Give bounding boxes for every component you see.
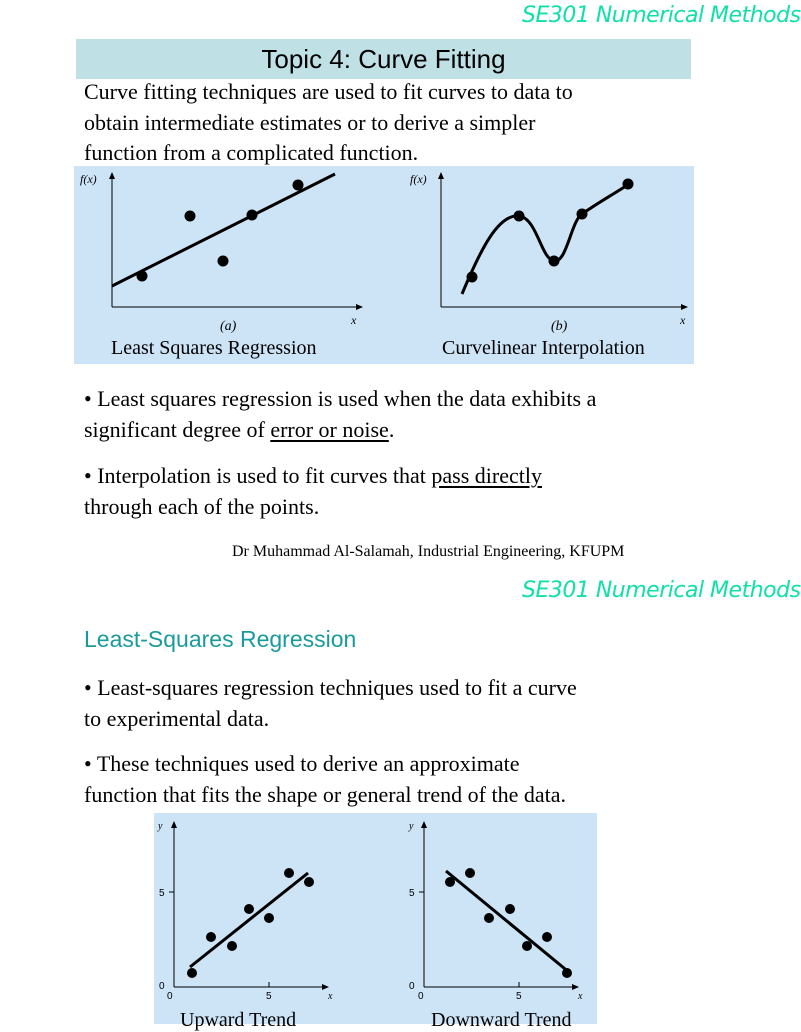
bullet-text: These techniques used to derive an approximate — [96, 751, 520, 776]
figure-down-y-arrow — [421, 821, 427, 828]
figure-b-caption: Curvelinear Interpolation — [442, 337, 645, 359]
figure-b-data-point — [549, 256, 560, 267]
intro-line-3: function from a complicated function. — [84, 140, 419, 165]
figure-a-data-point — [137, 271, 148, 282]
intro-line-1: Curve fitting techniques are used to fit curves to data to — [84, 79, 573, 104]
figure-down-data-point — [542, 932, 552, 942]
intro-paragraph — [84, 77, 573, 169]
figure-b-x-arrow — [681, 304, 688, 310]
figure-up-trend-line — [190, 873, 308, 967]
figure-up-caption: Upward Trend — [180, 1009, 297, 1031]
figure-b-y-arrow — [438, 172, 444, 179]
figure-down-tick-label: 0 — [409, 981, 415, 992]
figure-a-ylabel: f(x) — [80, 172, 97, 186]
figure-down-data-point — [505, 904, 515, 914]
bullet-marker: • — [84, 386, 92, 411]
figure-down-data-point — [465, 868, 475, 878]
figure-down-data-point — [484, 913, 494, 923]
figure-a — [80, 172, 363, 334]
course-label: SE301 Numerical Methods — [522, 578, 801, 603]
figure-b-data-point — [467, 272, 478, 283]
figure-up-x-arrow — [322, 984, 329, 990]
figure-down-tick-label: 5 — [409, 888, 415, 899]
figure-panel-curve-fitting — [74, 166, 694, 364]
bullet-text: through each of the points. — [84, 493, 320, 519]
bullet-approximate-function — [84, 749, 566, 810]
figure-up-data-point — [227, 941, 237, 951]
figure-curve-fitting-svg — [74, 166, 694, 364]
figure-down-data-point — [522, 941, 532, 951]
bullet-marker: • — [84, 751, 92, 776]
bullet-marker: • — [84, 463, 92, 488]
figure-up-y-arrow — [171, 821, 177, 828]
bullet-text: significant degree of — [84, 416, 271, 442]
figure-a-y-arrow — [109, 172, 115, 179]
figure-upward — [157, 821, 333, 1002]
figure-down-tick-label: 0 — [418, 991, 424, 1002]
bullet-text: function that fits the shape or general trend of the data. — [84, 781, 566, 807]
bullet-text: to experimental data. — [84, 705, 270, 731]
bullet-text: Least squares regression is used when the data exhibits a — [97, 386, 597, 411]
figure-up-data-point — [284, 868, 294, 878]
figure-down-data-point — [445, 877, 455, 887]
bullet-marker: • — [84, 675, 92, 700]
figure-b — [410, 172, 688, 334]
figure-a-xlabel: x — [351, 313, 357, 327]
figure-a-data-point — [218, 256, 229, 267]
figure-up-tick-label: 0 — [159, 981, 165, 992]
figure-up-data-point — [244, 904, 254, 914]
figure-trends-svg — [154, 813, 597, 1024]
bullet-interpolation — [84, 461, 542, 522]
underlined-phrase: pass directly — [431, 463, 542, 488]
bullet-text: Interpolation is used to fit curves that — [97, 463, 432, 488]
figure-up-data-point — [187, 968, 197, 978]
figure-b-label: (b) — [551, 319, 568, 334]
figure-a-regression-line — [112, 174, 335, 286]
figure-b-data-point — [623, 179, 634, 190]
figure-up-tick-label: 5 — [159, 888, 165, 899]
course-label: SE301 Numerical Methods — [522, 3, 801, 28]
figure-up-data-point — [206, 932, 216, 942]
figure-down-trend-line — [446, 871, 570, 973]
bullet-regression-techniques — [84, 673, 577, 734]
figure-b-data-point — [577, 209, 588, 220]
figure-a-caption: Least Squares Regression — [111, 337, 317, 359]
bullet-text: Least-squares regression techniques used to fit a curve — [97, 675, 577, 700]
figure-up-data-point — [264, 913, 274, 923]
figure-up-tick-label: 5 — [266, 991, 272, 1002]
bullet-least-squares — [84, 384, 596, 445]
figure-a-x-arrow — [356, 304, 363, 310]
figure-up-xlabel: x — [328, 991, 333, 1002]
underlined-phrase: error or noise — [270, 416, 389, 442]
figure-down-xlabel: x — [578, 991, 583, 1002]
figure-b-xlabel: x — [680, 313, 686, 327]
figure-a-data-point — [247, 210, 258, 221]
title-bar — [76, 39, 691, 79]
figure-down-tick-label: 5 — [516, 991, 522, 1002]
figure-downward — [408, 821, 583, 1002]
figure-up-data-point — [304, 877, 314, 887]
figure-b-data-point — [514, 211, 525, 222]
figure-down-x-arrow — [572, 984, 579, 990]
intro-line-2: obtain intermediate estimates or to derive a simpler — [84, 109, 536, 135]
figure-down-caption: Downward Trend — [431, 1009, 572, 1031]
bullet-text: . — [388, 416, 395, 442]
figure-a-data-point — [185, 211, 196, 222]
figure-b-ylabel: f(x) — [410, 172, 427, 186]
page-title: Topic 4: Curve Fitting — [261, 44, 506, 74]
figure-down-ylabel: y — [409, 821, 414, 832]
figure-b-interpolation-curve — [462, 184, 629, 294]
figure-a-label: (a) — [220, 319, 237, 334]
figure-down-data-point — [562, 968, 572, 978]
figure-panel-trends — [154, 813, 597, 1031]
section-heading: Least-Squares Regression — [84, 626, 357, 652]
author-credit: Dr Muhammad Al-Salamah, Industrial Engineering, KFUPM — [232, 543, 625, 560]
figure-up-tick-label: 0 — [167, 991, 173, 1002]
figure-up-ylabel: y — [158, 821, 163, 832]
figure-a-data-point — [293, 180, 304, 191]
